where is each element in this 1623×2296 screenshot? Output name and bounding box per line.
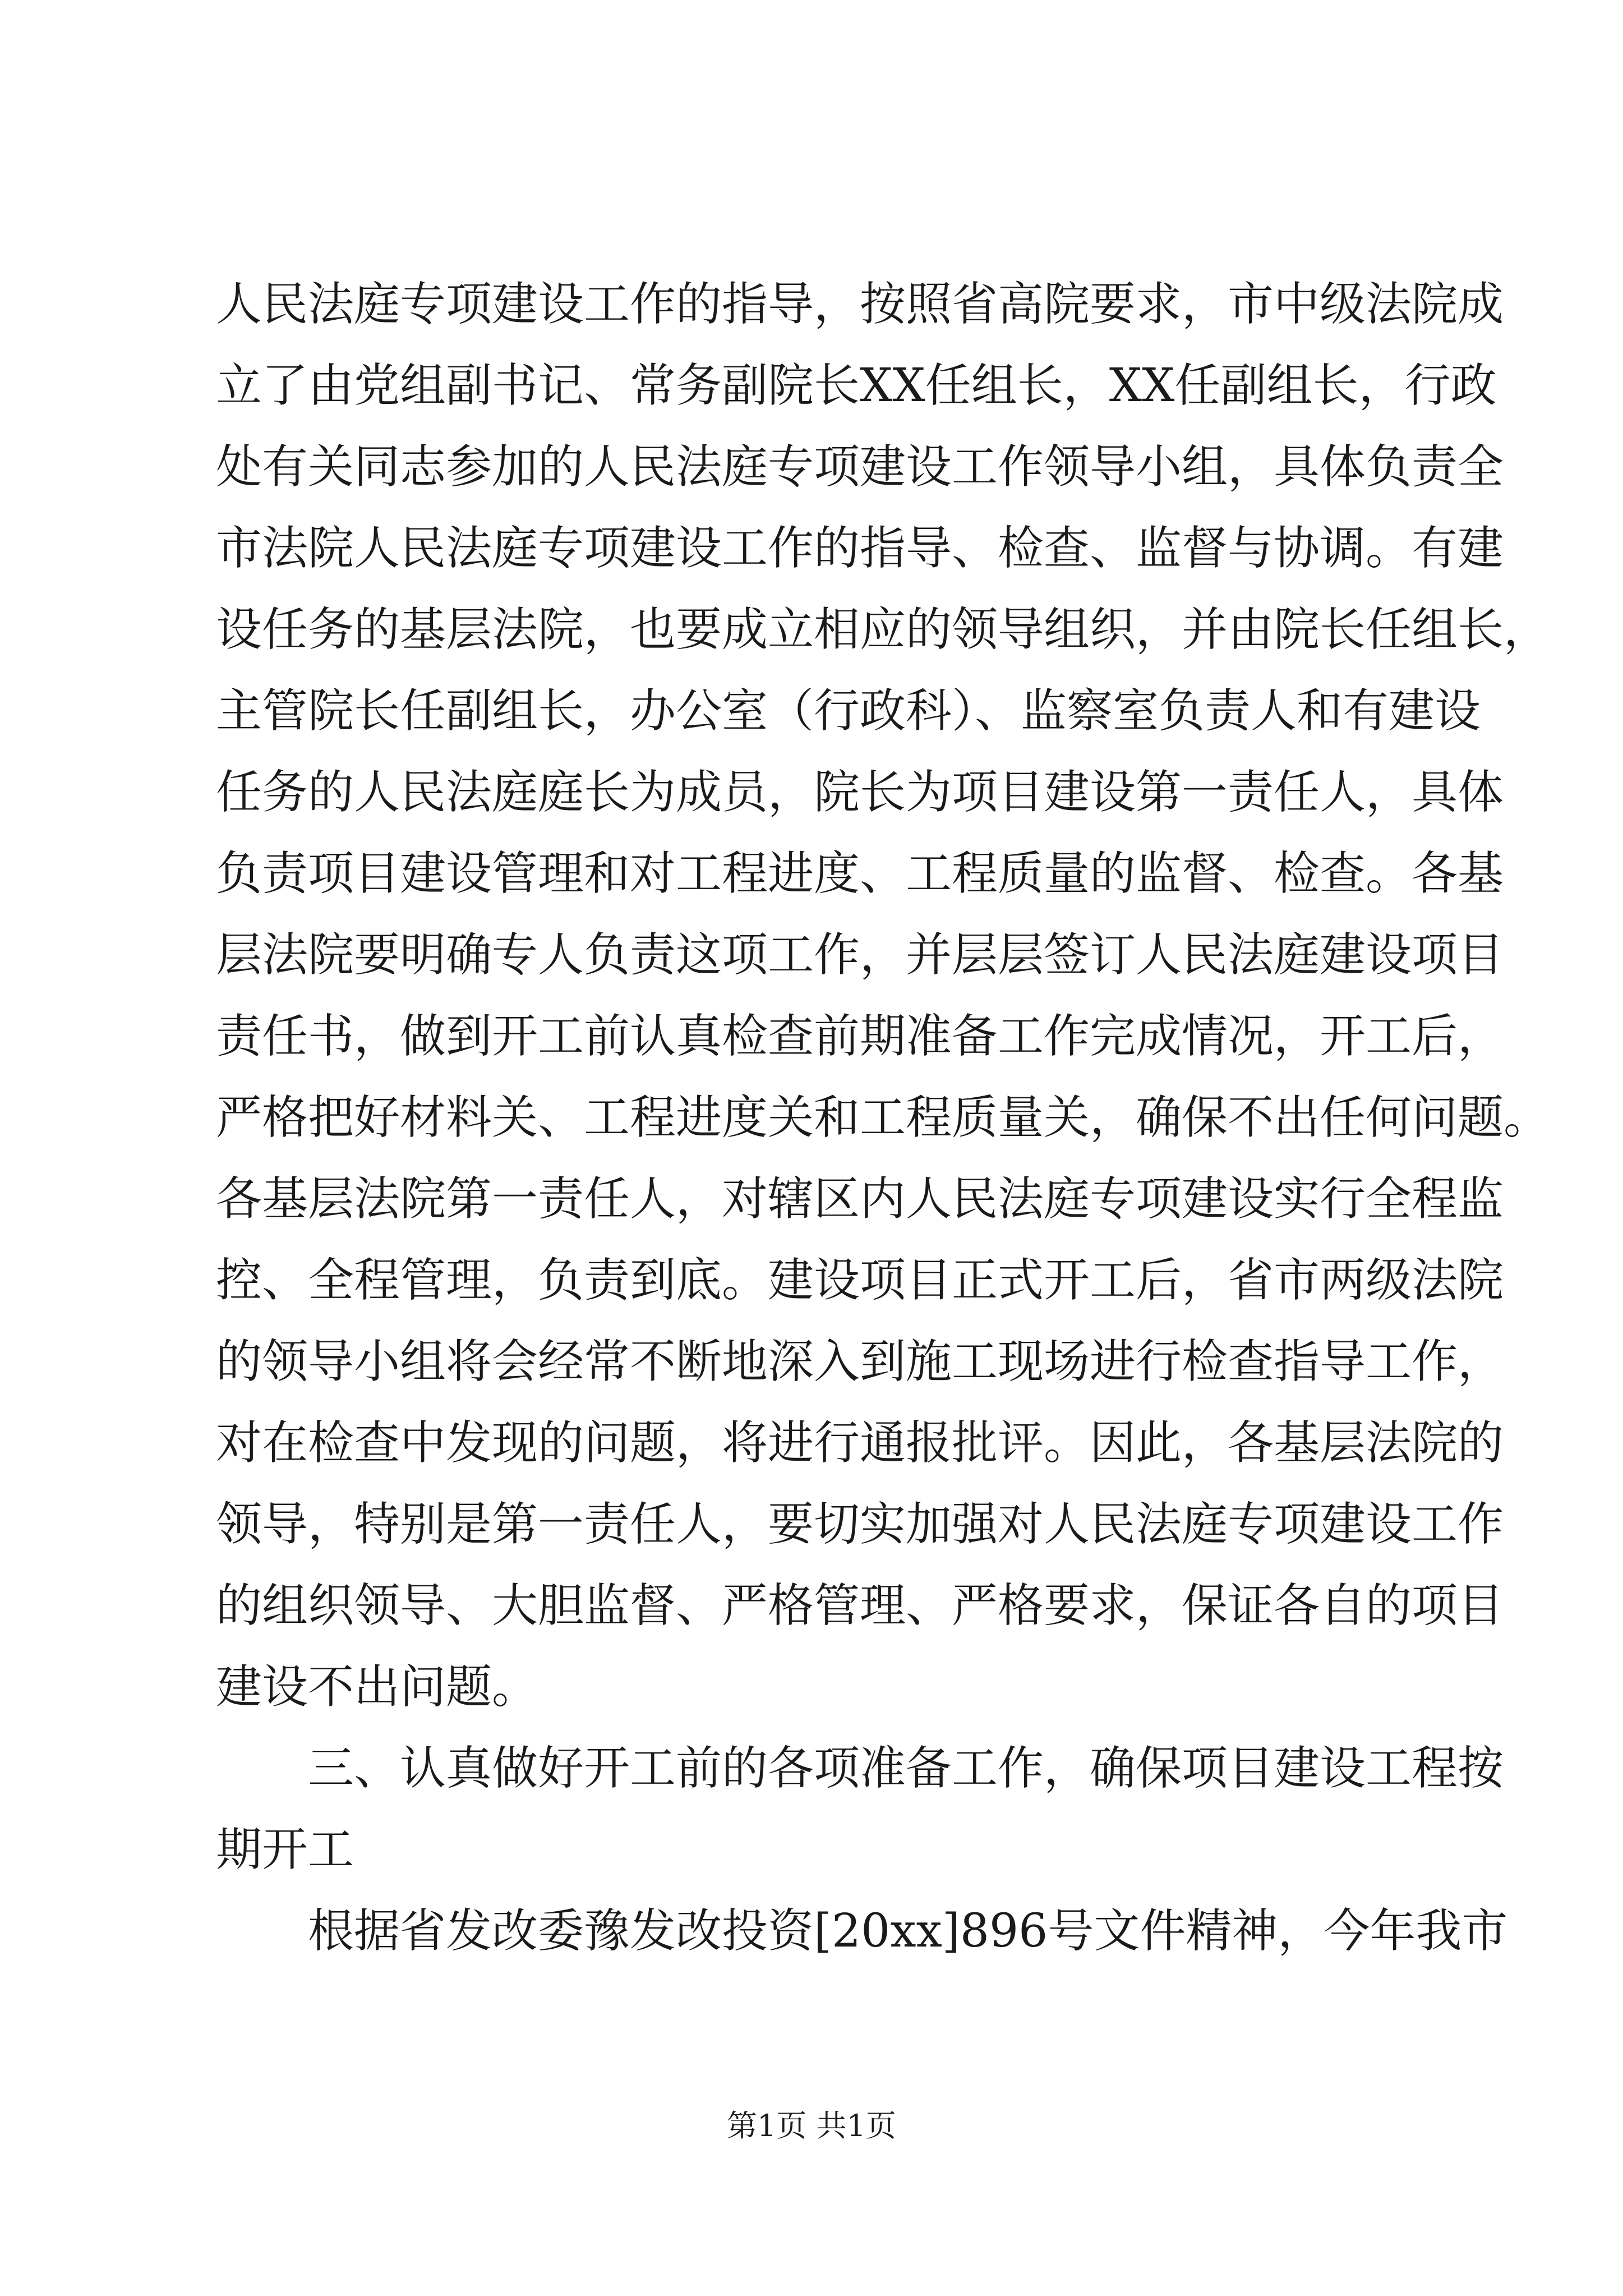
paragraph-line: 层法院要明确专人负责这项工作，并层层签订人民法庭建设项目 <box>216 928 1504 982</box>
section-heading-line: 三、认真做好开工前的各项准备工作，确保项目建设工程按 <box>308 1742 1504 1795</box>
paragraph-line: 严格把好材料关、工程进度关和工程质量关，确保不出任何问题。 <box>216 1091 1550 1144</box>
paragraph-line: 责任书，做到开工前认真检查前期准备工作完成情况，开工后， <box>216 1010 1504 1063</box>
paragraph-line: 领导，特别是第一责任人，要切实加强对人民法庭专项建设工作 <box>216 1498 1504 1551</box>
paragraph-line: 各基层法院第一责任人，对辖区内人民法庭专项建设实行全程监 <box>216 1172 1504 1226</box>
section-heading-line: 期开工 <box>216 1823 354 1876</box>
paragraph-line: 任务的人民法庭庭长为成员，院长为项目建设第一责任人，具体 <box>216 766 1504 819</box>
paragraph-line: 处有关同志参加的人民法庭专项建设工作领导小组，具体负责全 <box>216 440 1504 494</box>
paragraph-line: 设任务的基层法院，也要成立相应的领导组织，并由院长任组长， <box>216 603 1550 656</box>
paragraph-line: 立了由党组副书记、常务副院长XX任组长，XX任副组长，行政 <box>216 359 1497 412</box>
paragraph-line: 建设不出问题。 <box>216 1660 538 1714</box>
paragraph-line: 对在检查中发现的问题，将进行通报批评。因此，各基层法院的 <box>216 1416 1504 1470</box>
page-footer: 第1页 共1页 <box>727 2108 896 2143</box>
paragraph-line: 市法院人民法庭专项建设工作的指导、检查、监督与协调。有建 <box>216 522 1504 575</box>
paragraph-line: 的领导小组将会经常不断地深入到施工现场进行检查指导工作， <box>216 1335 1504 1388</box>
paragraph-line: 根据省发改委豫发改投资[20xx]896号文件精神，今年我市 <box>308 1904 1508 1958</box>
paragraph-line: 人民法庭专项建设工作的指导，按照省高院要求，市中级法院成 <box>216 278 1504 331</box>
paragraph-line: 控、全程管理，负责到底。建设项目正式开工后，省市两级法院 <box>216 1254 1504 1307</box>
paragraph-line: 的组织领导、大胆监督、严格管理、严格要求，保证各自的项目 <box>216 1579 1504 1632</box>
paragraph-line: 主管院长任副组长，办公室（行政科）、监察室负责人和有建设 <box>216 684 1481 738</box>
paragraph-line: 负责项目建设管理和对工程进度、工程质量的监督、检查。各基 <box>216 847 1504 900</box>
document-body <box>216 264 1550 1972</box>
